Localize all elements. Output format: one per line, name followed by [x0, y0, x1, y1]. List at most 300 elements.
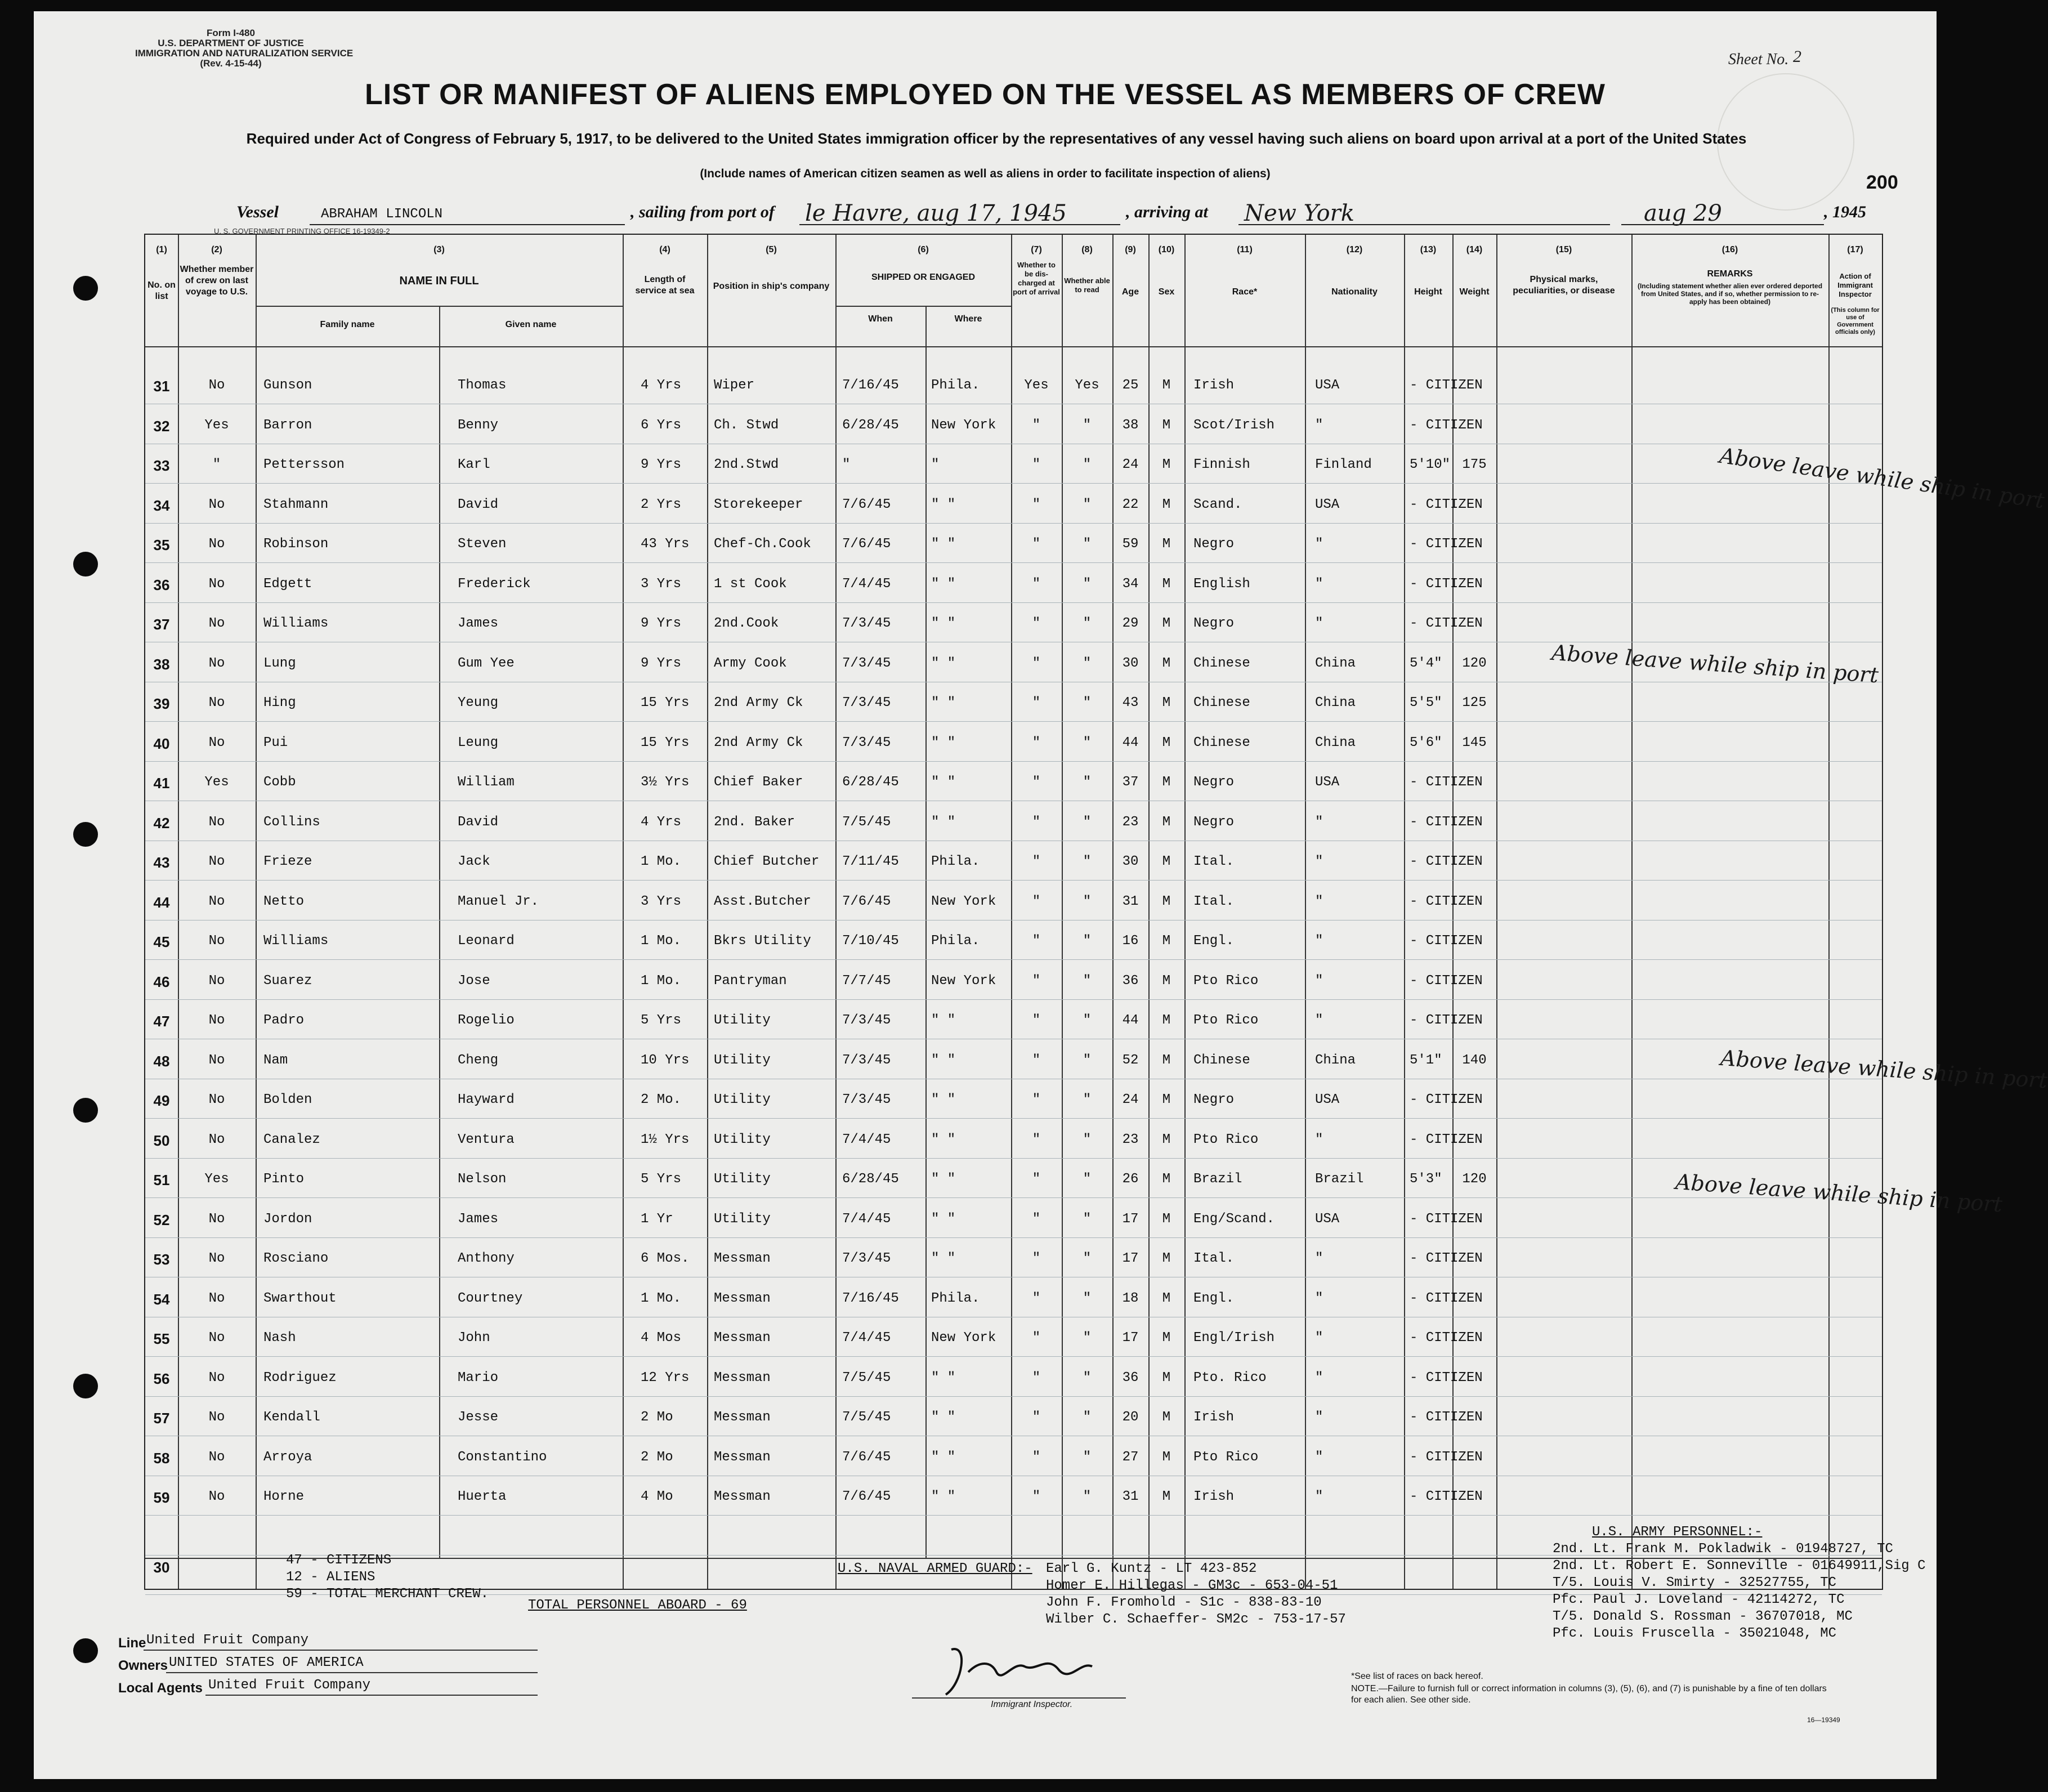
cell-family: Nam: [263, 1052, 288, 1068]
cell-height: - CITIZEN: [1410, 933, 1483, 949]
cell-age: 31: [1122, 893, 1139, 909]
cell-where: Phila.: [931, 378, 980, 393]
cell-last: No: [208, 695, 225, 710]
army-personnel-label: U.S. ARMY PERSONNEL:-: [1592, 1525, 1763, 1540]
header-given-name: Given name: [505, 320, 557, 329]
cell-service: 2 Mo.: [641, 1092, 682, 1107]
header-no-on-list: No. on list: [147, 280, 176, 301]
cell-sex: M: [1162, 537, 1171, 552]
cell-when: 7/5/45: [842, 1410, 891, 1425]
cell-height: - CITIZEN: [1410, 775, 1483, 790]
cell-age: 24: [1122, 1092, 1139, 1107]
cell-last: No: [208, 933, 225, 949]
cell-age: 22: [1122, 497, 1139, 512]
header-race: Race*: [1232, 287, 1258, 297]
cell-no: 49: [153, 1092, 170, 1109]
cell-no: 46: [153, 973, 170, 990]
cell-disch: ": [1032, 1449, 1041, 1465]
cell-weight: 140: [1462, 1052, 1487, 1068]
cell-service: 10 Yrs: [641, 1052, 690, 1068]
cell-service: 1 Yr: [641, 1211, 673, 1227]
naval-guard-member: John F. Fromhold - S1c - 838-83-10: [1046, 1595, 1322, 1610]
cell-disch: ": [1032, 417, 1041, 433]
local-agents-value: United Fruit Company: [208, 1678, 371, 1693]
cell-no: 58: [153, 1449, 170, 1467]
inspector-label: Immigrant Inspector.: [991, 1700, 1073, 1709]
cell-no: 52: [153, 1211, 170, 1228]
cell-race: Eng/Scand.: [1193, 1211, 1275, 1227]
cell-when: 7/3/45: [842, 735, 891, 750]
cell-race: Pto Rico: [1193, 973, 1259, 989]
cell-age: 18: [1122, 1290, 1139, 1306]
cell-nat: China: [1315, 695, 1356, 710]
cell-disch: ": [1032, 1290, 1041, 1306]
cell-where: " ": [931, 775, 956, 790]
cell-last: Yes: [204, 1172, 229, 1187]
cell-weight: 125: [1462, 695, 1487, 710]
cell-family: Edgett: [263, 576, 312, 592]
cell-disch: ": [1032, 775, 1041, 790]
cell-disch: ": [1032, 1013, 1041, 1028]
cell-where: " ": [931, 814, 956, 830]
cell-position: Utility: [714, 1092, 771, 1107]
cell-when: 6/28/45: [842, 417, 899, 433]
cell-sex: M: [1162, 1449, 1171, 1465]
cell-nat: ": [1315, 616, 1323, 631]
cell-where: " ": [931, 695, 956, 710]
cell-position: Chef-Ch.Cook: [714, 537, 811, 552]
cell-where: Phila.: [931, 933, 980, 949]
header-sex: Sex: [1158, 287, 1175, 297]
cell-given: William: [458, 775, 515, 790]
row-divider: [145, 1237, 1882, 1238]
cell-age: 44: [1122, 1013, 1139, 1028]
cell-last: ": [212, 457, 221, 472]
cell-height: - CITIZEN: [1410, 616, 1483, 631]
cell-where: " ": [931, 1449, 956, 1465]
col-number: (5): [766, 245, 777, 254]
cell-when: 7/5/45: [842, 1370, 891, 1386]
cell-nat: USA: [1315, 775, 1340, 790]
cell-sex: M: [1162, 457, 1171, 472]
cell-family: Bolden: [263, 1092, 312, 1107]
arriving-port: New York: [1244, 200, 1354, 226]
cell-when: 7/3/45: [842, 616, 891, 631]
cell-when: 7/6/45: [842, 893, 891, 909]
cell-position: Asst.Butcher: [714, 893, 811, 909]
cell-when: 7/6/45: [842, 497, 891, 512]
cell-age: 26: [1122, 1172, 1139, 1187]
cell-height: - CITIZEN: [1410, 1410, 1483, 1425]
cell-disch: ": [1032, 616, 1041, 631]
cell-given: David: [458, 814, 499, 830]
cell-given: Anthony: [458, 1251, 515, 1266]
arriving-label: , arriving at: [1126, 203, 1208, 221]
cell-read: ": [1083, 1410, 1092, 1425]
total-citizens: 47 - CITIZENS: [286, 1553, 392, 1568]
cell-age: 29: [1122, 616, 1139, 631]
vessel-name: ABRAHAM LINCOLN: [321, 207, 443, 222]
cell-read: ": [1083, 1251, 1092, 1266]
punch-hole: [73, 822, 98, 847]
cell-service: 15 Yrs: [641, 695, 690, 710]
cell-when: 7/7/45: [842, 973, 891, 989]
cell-when: 7/6/45: [842, 1449, 891, 1465]
cell-family: Williams: [263, 616, 329, 631]
line-value: United Fruit Company: [146, 1633, 309, 1648]
cell-age: 34: [1122, 576, 1139, 592]
cell-position: Messman: [714, 1410, 771, 1425]
cell-service: 6 Mos.: [641, 1251, 690, 1266]
cell-age: 36: [1122, 1370, 1139, 1386]
army-member: T/5. Louis V. Smirty - 32527755, TC: [1553, 1575, 1837, 1590]
cell-service: 9 Yrs: [641, 655, 682, 671]
cell-height: 5'6": [1410, 735, 1442, 750]
header-position: Position in ship's company: [713, 281, 830, 291]
cell-last: No: [208, 1251, 225, 1266]
cell-given: Mario: [458, 1370, 499, 1386]
cell-service: 9 Yrs: [641, 457, 682, 472]
cell-given: Yeung: [458, 695, 499, 710]
cell-disch: ": [1032, 973, 1041, 989]
cell-family: Robinson: [263, 537, 329, 552]
cell-height: - CITIZEN: [1410, 1013, 1483, 1028]
army-member: Pfc. Louis Fruscella - 35021048, MC: [1553, 1626, 1837, 1641]
cell-weight: 120: [1462, 655, 1487, 671]
cell-race: Chinese: [1193, 1052, 1250, 1068]
cell-no: 34: [153, 497, 170, 514]
cell-race: Brazil: [1193, 1172, 1242, 1187]
cell-family: Gunson: [263, 378, 312, 393]
cell-given: John: [458, 1330, 490, 1346]
header-action-inspector: Action of Immigrant Inspector: [1837, 272, 1873, 298]
cell-height: - CITIZEN: [1410, 973, 1483, 989]
cell-age: 43: [1122, 695, 1139, 710]
cell-age: 36: [1122, 973, 1139, 989]
cell-when: 7/4/45: [842, 1132, 891, 1147]
cell-position: Wiper: [714, 378, 755, 393]
cell-race: Ital.: [1193, 854, 1235, 869]
header-weight: Weight: [1459, 287, 1490, 297]
cell-nat: ": [1315, 1449, 1323, 1465]
cell-given: David: [458, 497, 499, 512]
cell-race: Negro: [1193, 616, 1235, 631]
owners-label: Owners: [118, 1658, 168, 1673]
naval-guard-member: Wilber C. Schaeffer- SM2c - 753-17-57: [1046, 1612, 1346, 1627]
row-divider: [145, 999, 1882, 1000]
cell-where: New York: [931, 417, 996, 433]
col-number: (15): [1555, 245, 1572, 254]
cell-age: 30: [1122, 655, 1139, 671]
cell-last: Yes: [204, 775, 229, 790]
row-number-30: 30: [153, 1559, 170, 1576]
cell-nat: USA: [1315, 378, 1340, 393]
cell-service: 4 Mo: [641, 1489, 673, 1504]
cell-when: 7/6/45: [842, 537, 891, 552]
cell-sex: M: [1162, 1410, 1171, 1425]
cell-race: Chinese: [1193, 655, 1250, 671]
cell-age: 17: [1122, 1251, 1139, 1266]
cell-last: No: [208, 378, 225, 393]
header-remarks-note: (Including statement whether alien ever ordered deported from United States, and if so, whether permission to re-apply has been obtained): [1637, 282, 1823, 306]
cell-position: 2nd.Cook: [714, 616, 779, 631]
cell-position: 1 st Cook: [714, 576, 787, 592]
cell-nat: China: [1315, 735, 1356, 750]
col-number: (17): [1847, 245, 1863, 254]
cell-no: 47: [153, 1013, 170, 1030]
cell-service: 2 Mo: [641, 1449, 673, 1465]
total-personnel: TOTAL PERSONNEL ABOARD - 69: [528, 1598, 747, 1613]
cell-read: ": [1083, 1132, 1092, 1147]
arrival-year: , 1945: [1824, 203, 1866, 221]
cell-when: 7/3/45: [842, 695, 891, 710]
cell-sex: M: [1162, 973, 1171, 989]
cell-height: - CITIZEN: [1410, 497, 1483, 512]
cell-no: 37: [153, 616, 170, 633]
cell-sex: M: [1162, 1489, 1171, 1504]
cell-sex: M: [1162, 814, 1171, 830]
cell-sex: M: [1162, 1290, 1171, 1306]
cell-nat: Finland: [1315, 457, 1372, 472]
col-number: (6): [918, 245, 929, 254]
cell-read: ": [1083, 1052, 1092, 1068]
cell-last: No: [208, 1211, 225, 1227]
cell-race: Ital.: [1193, 1251, 1235, 1266]
cell-height: - CITIZEN: [1410, 1370, 1483, 1386]
cell-position: Army Cook: [714, 655, 787, 671]
col-number: (4): [659, 245, 670, 254]
form-identifier: [135, 28, 354, 69]
cell-where: New York: [931, 973, 996, 989]
cell-race: Negro: [1193, 1092, 1235, 1107]
cell-last: No: [208, 1132, 225, 1147]
cell-where: " ": [931, 576, 956, 592]
cell-height: - CITIZEN: [1410, 1489, 1483, 1504]
cell-given: Gum Yee: [458, 655, 515, 671]
cell-age: 17: [1122, 1330, 1139, 1346]
cell-disch: ": [1032, 1172, 1041, 1187]
cell-given: Thomas: [458, 378, 507, 393]
cell-race: Irish: [1193, 1489, 1235, 1504]
cell-no: 54: [153, 1290, 170, 1308]
cell-position: Utility: [714, 1172, 771, 1187]
cell-position: Utility: [714, 1132, 771, 1147]
cell-sex: M: [1162, 1211, 1171, 1227]
cell-given: Courtney: [458, 1290, 523, 1306]
sheet-number: 2: [1793, 47, 1801, 66]
cell-age: 25: [1122, 378, 1139, 393]
cell-nat: ": [1315, 1013, 1323, 1028]
cell-position: Messman: [714, 1330, 771, 1346]
cell-sex: M: [1162, 893, 1171, 909]
cell-race: Engl.: [1193, 1290, 1235, 1306]
cell-read: Yes: [1075, 378, 1099, 393]
row-divider: [145, 959, 1882, 960]
cell-service: 15 Yrs: [641, 735, 690, 750]
cell-given: Rogelio: [458, 1013, 515, 1028]
cell-nat: ": [1315, 537, 1323, 552]
cell-service: 5 Yrs: [641, 1172, 682, 1187]
cell-given: Hayward: [458, 1092, 515, 1107]
header-last-voyage: Whether member of crew on last voyage to U.S.: [180, 265, 254, 297]
cell-read: ": [1083, 1092, 1092, 1107]
cell-no: 38: [153, 655, 170, 673]
row-divider: [145, 1515, 1882, 1516]
cell-last: No: [208, 814, 225, 830]
cell-read: ": [1083, 1330, 1092, 1346]
cell-sex: M: [1162, 1172, 1171, 1187]
cell-nat: ": [1315, 854, 1323, 869]
cell-position: Storekeeper: [714, 497, 803, 512]
cell-read: ": [1083, 854, 1092, 869]
cell-weight: 145: [1462, 735, 1487, 750]
cell-disch: ": [1032, 893, 1041, 909]
cell-position: Pantryman: [714, 973, 787, 989]
cell-disch: ": [1032, 1211, 1041, 1227]
cell-no: 36: [153, 576, 170, 593]
header-nationality: Nationality: [1331, 287, 1378, 297]
cell-disch: ": [1032, 1330, 1041, 1346]
cell-race: Engl.: [1193, 933, 1235, 949]
cell-given: Leung: [458, 735, 499, 750]
cell-family: Padro: [263, 1013, 305, 1028]
cell-given: Nelson: [458, 1172, 507, 1187]
cell-disch: ": [1032, 735, 1041, 750]
cell-given: Karl: [458, 457, 490, 472]
cell-read: ": [1083, 497, 1092, 512]
cell-race: English: [1193, 576, 1250, 592]
cell-service: 1 Mo.: [641, 1290, 682, 1306]
cell-sex: M: [1162, 497, 1171, 512]
col-number: (7): [1031, 245, 1042, 254]
cell-sex: M: [1162, 1092, 1171, 1107]
header-length-of-service: Length of service at sea: [635, 275, 695, 296]
cell-read: ": [1083, 1013, 1092, 1028]
cell-read: ": [1083, 655, 1092, 671]
header-physical-marks: Physical marks, peculiarities, or disease: [1513, 275, 1615, 296]
manifest-page: [34, 11, 2048, 1779]
cell-given: Cheng: [458, 1052, 499, 1068]
naval-guard-member: Earl G. Kuntz - LT 423-852: [1046, 1561, 1257, 1576]
cell-age: 31: [1122, 1489, 1139, 1504]
row-divider: [145, 761, 1882, 762]
cell-given: Huerta: [458, 1489, 507, 1504]
cell-where: Phila.: [931, 1290, 980, 1306]
cell-last: No: [208, 537, 225, 552]
line-label: Line: [118, 1635, 146, 1651]
cell-race: Finnish: [1193, 457, 1250, 472]
cell-position: 2nd.Stwd: [714, 457, 779, 472]
cell-last: No: [208, 1013, 225, 1028]
cell-when: 7/6/45: [842, 1489, 891, 1504]
total-aliens: 12 - ALIENS: [286, 1570, 375, 1585]
cell-when: 7/11/45: [842, 854, 899, 869]
header-remarks: REMARKS: [1707, 269, 1753, 279]
cell-disch: ": [1032, 1092, 1041, 1107]
cell-position: Messman: [714, 1251, 771, 1266]
col-number: (1): [156, 245, 167, 254]
cell-race: Negro: [1193, 814, 1235, 830]
cell-age: 52: [1122, 1052, 1139, 1068]
cell-race: Pto Rico: [1193, 1449, 1259, 1465]
naval-guard-label: U.S. NAVAL ARMED GUARD:-: [838, 1561, 1032, 1576]
punch-hole: [73, 552, 98, 577]
col-number: (14): [1466, 245, 1483, 254]
cell-last: No: [208, 576, 225, 592]
cell-position: Messman: [714, 1290, 771, 1306]
cell-nat: China: [1315, 655, 1356, 671]
army-member: T/5. Donald S. Rossman - 36707018, MC: [1553, 1609, 1853, 1624]
cell-sex: M: [1162, 417, 1171, 433]
cell-given: Constantino: [458, 1449, 547, 1465]
header-action-note: (This column for use of Government officials only): [1831, 307, 1880, 336]
cell-last: No: [208, 735, 225, 750]
cell-last: No: [208, 893, 225, 909]
header-height: Height: [1414, 287, 1442, 297]
army-member: Pfc. Paul J. Loveland - 42114272, TC: [1553, 1592, 1845, 1607]
cell-last: No: [208, 1052, 225, 1068]
cell-given: Steven: [458, 537, 507, 552]
cell-no: 48: [153, 1052, 170, 1070]
cell-family: Pui: [263, 735, 288, 750]
cell-where: " ": [931, 1132, 956, 1147]
cell-family: Collins: [263, 814, 320, 830]
cell-where: " ": [931, 735, 956, 750]
penalty-note: NOTE.—Failure to furnish full or correct information in columns (3), (5), (6), and (7) is punishable by a fine of ten dollars for each alien. See other side.: [1351, 1684, 1827, 1705]
cell-height: - CITIZEN: [1410, 854, 1483, 869]
cell-last: No: [208, 1449, 225, 1465]
cell-no: 42: [153, 814, 170, 832]
total-merchant-crew: 59 - TOTAL MERCHANT CREW.: [286, 1587, 489, 1602]
cell-no: 32: [153, 417, 170, 435]
cell-when: 7/3/45: [842, 1251, 891, 1266]
cell-service: 5 Yrs: [641, 1013, 682, 1028]
cell-service: 3 Yrs: [641, 576, 682, 592]
cell-where: ": [931, 457, 940, 472]
arrival-date: aug 29: [1644, 200, 1722, 226]
cell-family: Jordon: [263, 1211, 312, 1227]
header-shipped-or-engaged: SHIPPED OR ENGAGED: [871, 272, 976, 282]
cell-read: ": [1083, 1449, 1092, 1465]
cell-when: 7/16/45: [842, 1290, 899, 1306]
cell-height: - CITIZEN: [1410, 576, 1483, 592]
cell-age: 44: [1122, 735, 1139, 750]
local-agents-label: Local Agents: [118, 1681, 203, 1696]
cell-nat: ": [1315, 893, 1323, 909]
cell-family: Hing: [263, 695, 296, 710]
cell-disch: ": [1032, 1410, 1041, 1425]
cell-where: New York: [931, 893, 996, 909]
cell-when: 7/10/45: [842, 933, 899, 949]
cell-position: 2nd. Baker: [714, 814, 795, 830]
cell-position: Utility: [714, 1052, 771, 1068]
cell-service: 4 Mos: [641, 1330, 682, 1346]
cell-given: James: [458, 616, 499, 631]
cell-when: 7/3/45: [842, 1092, 891, 1107]
cell-family: Stahmann: [263, 497, 329, 512]
cell-where: " ": [931, 1052, 956, 1068]
cell-position: Messman: [714, 1370, 771, 1386]
cell-read: ": [1083, 537, 1092, 552]
cell-service: 12 Yrs: [641, 1370, 690, 1386]
cell-no: 55: [153, 1330, 170, 1347]
cell-disch: ": [1032, 814, 1041, 830]
cell-nat: Brazil: [1315, 1172, 1364, 1187]
cell-service: 1½ Yrs: [641, 1132, 690, 1147]
cell-given: Leonard: [458, 933, 515, 949]
cell-height: - CITIZEN: [1410, 893, 1483, 909]
cell-family: Pettersson: [263, 457, 345, 472]
